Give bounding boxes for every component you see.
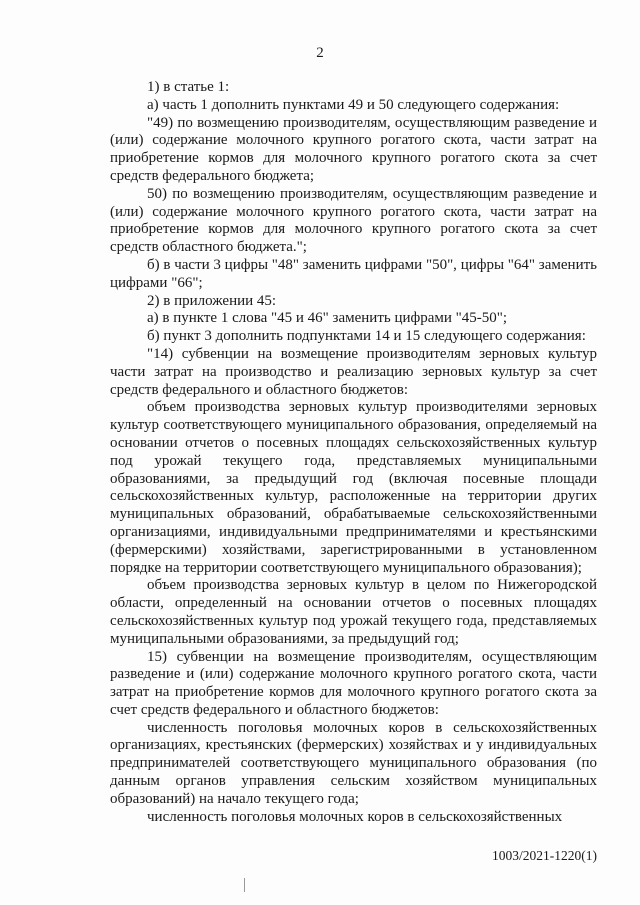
paragraph: объем производства зерновых культур в целом по Нижегородской области, определенный на основании отчетов о посевных площадях сельскохозяйственных культур под урожай текущего года, представляемых муниципальными образованиями, за предыдущий год; <box>110 577 597 647</box>
paragraph: 50) по возмещению производителям, осуществляющим разведение и (или) содержание молочного крупного рогатого скота, части затрат на приобретение кормов для молочного крупного рогатого скота за счет средств областного бюджета."; <box>110 185 597 256</box>
paragraph: 15) субвенции на возмещение производителям, осуществляющим разведение и (или) содержание молочного крупного рогатого скота, части затрат на приобретение кормов для молочного крупного рогатого скота за счет средств федерального и областного бюджетов: <box>110 648 597 718</box>
paragraph: "14) субвенции на возмещение производителям зерновых культур части затрат на производство и реализацию зерновых культур за счет средств федерального и областного бюджетов: <box>110 345 597 398</box>
document-body <box>110 79 597 826</box>
paragraph: а) часть 1 дополнить пунктами 49 и 50 следующего содержания: <box>147 96 560 113</box>
paragraph: численность поголовья молочных коров в сельскохозяйственных организациях, крестьянских (фермерских) хозяйствах и у индивидуальных предпринимателей соответствующего муниципального образования (по данным органов управления сельским хозяйством муниципальных образований) на начало текущего года; <box>110 719 597 807</box>
paragraph: объем производства зерновых культур производителями зерновых культур соответствующего муниципального образования, определяемый на основании отчетов о посевных площадях сельскохозяйственных культур под урожай текущего года, представляемых муниципальными образованиями, за предыдущий год (включая посевные площади сельскохозяйственных культур, расположенные на территории других муниципальных образований, обрабатываемые сельскохозяйственными организациями, индивидуальными предпринимателями и крестьянскими (фермерскими) хозяйствами, зарегистрированными в установленном порядке на территории соответствующего муниципального образования); <box>110 399 597 576</box>
paragraph: б) пункт 3 дополнить подпунктами 14 и 15 следующего содержания: <box>147 328 586 345</box>
paragraph: б) в части 3 цифры "48" заменить цифрами "50", цифры "64" заменить цифрами "66"; <box>110 256 597 291</box>
page-number: 2 <box>316 45 324 61</box>
paragraph: 2) в приложении 45: <box>147 292 277 309</box>
paragraph: численность поголовья молочных коров в сельскохозяйственных <box>147 808 563 825</box>
paragraph: "49) по возмещению производителям, осуществляющим разведение и (или) содержание молочного крупного рогатого скота, части затрат на приобретение кормов для молочного крупного рогатого скота за счет средств федерального бюджета; <box>110 114 597 184</box>
paragraph: 1) в статье 1: <box>147 79 230 95</box>
document-code: 1003/2021-1220(1) <box>492 848 597 863</box>
scan-mark <box>244 878 245 892</box>
paragraph: а) в пункте 1 слова "45 и 46" заменить цифрами "45-50"; <box>147 310 508 327</box>
